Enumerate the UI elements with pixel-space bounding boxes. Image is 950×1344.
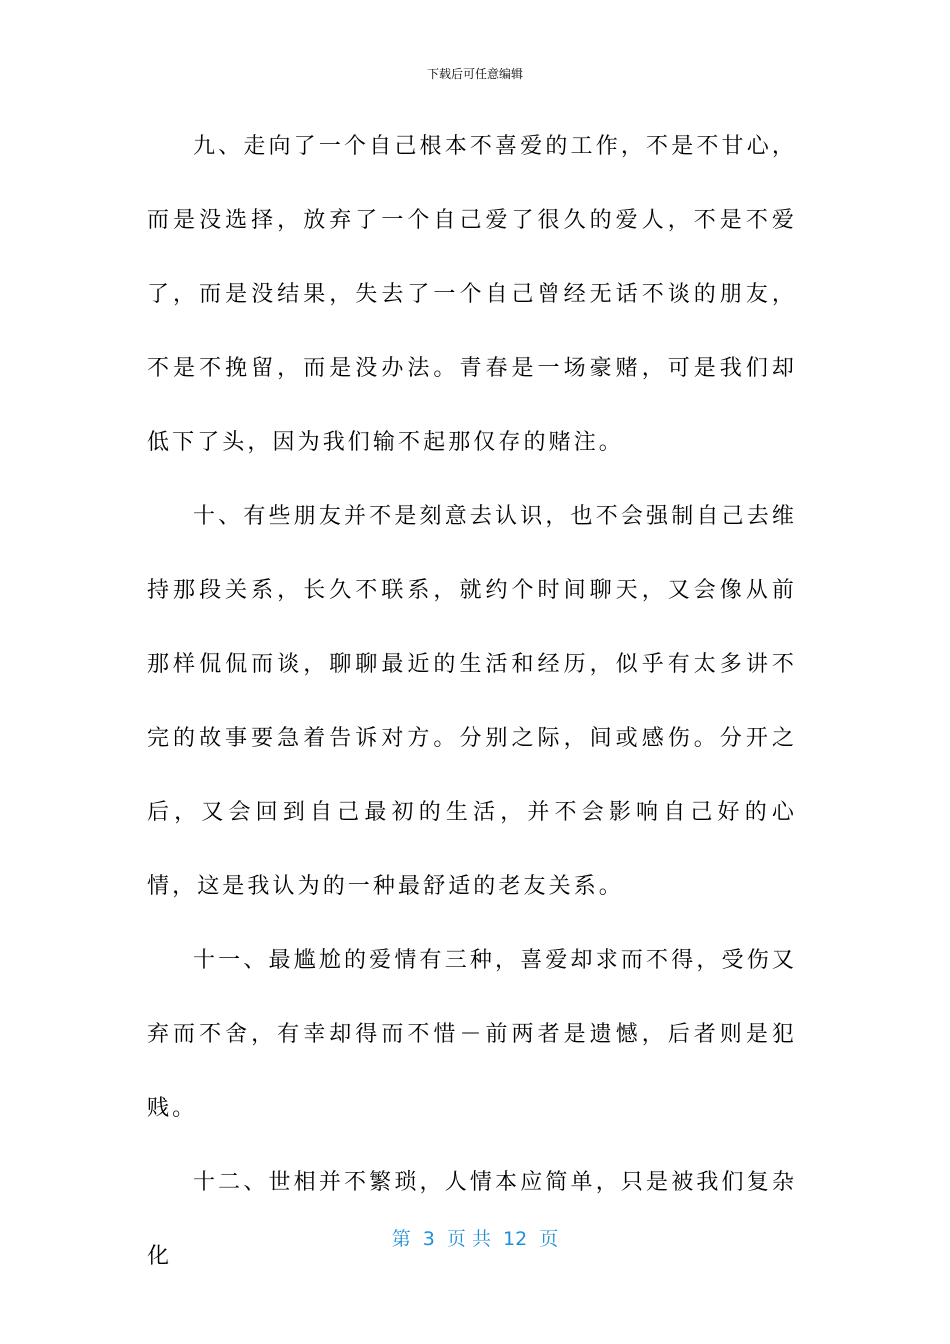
paragraph-12: 十二、世相并不繁琐，人情本应简单，只是被我们复杂化 bbox=[147, 1170, 797, 1269]
paragraph-10: 十、有些朋友并不是刻意去认识，也不会强制自己去维持那段关系，长久不联系，就约个时间聊天，又会像从前那样侃侃而谈，聊聊最近的生活和经历，似乎有太多讲不完的故事要急着告诉对方。分别之际，间或感伤。分开之后，又会回到自己最初的生活，并不会影响自己好的心情，这是我认为的一种最舒适的老友关系。 bbox=[147, 504, 797, 899]
paragraph-11: 十一、最尴尬的爱情有三种，喜爱却求而不得，受伤又弃而不舍，有幸却得而不惜－前两者是遗憾，后者则是犯贱。 bbox=[147, 948, 797, 1121]
paragraph-9: 九、走向了一个自己根本不喜爱的工作，不是不甘心，而是没选择，放弃了一个自己爱了很久的爱人，不是不爱了，而是没结果，失去了一个自己曾经无话不谈的朋友，不是不挽留，而是没办法。青春是一场豪赌，可是我们却低下了头，因为我们输不起那仅存的赌注。 bbox=[147, 134, 797, 455]
page-footer bbox=[0, 1226, 950, 1252]
page-number-text: 第 3 页 共 12 页 bbox=[391, 1228, 559, 1250]
document-body bbox=[147, 110, 797, 1294]
page-header: 下载后可任意编辑 bbox=[426, 67, 523, 81]
